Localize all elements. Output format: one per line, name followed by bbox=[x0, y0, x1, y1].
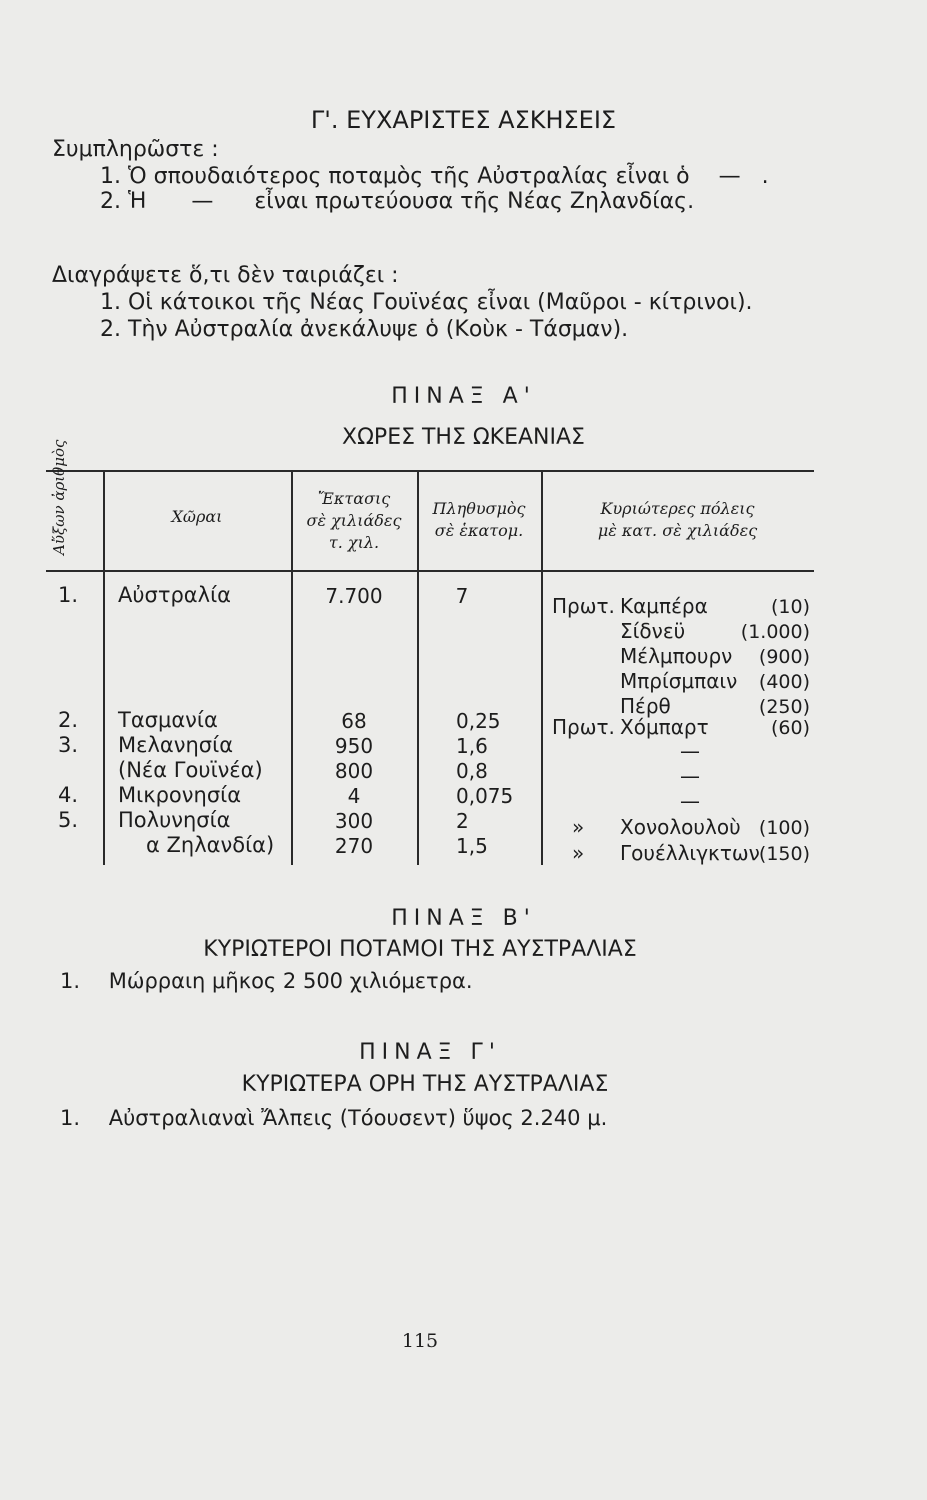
item-number: 2. bbox=[100, 317, 121, 342]
city-name: Γουέλλιγκτων bbox=[620, 841, 760, 865]
city-pop: (60) bbox=[770, 717, 810, 739]
row-area: 68 bbox=[341, 709, 367, 733]
city-pop: (1.000) bbox=[740, 621, 810, 643]
city-name: Καμπέρα bbox=[620, 594, 708, 618]
header-num: Αὔξων ἀριθμὸς bbox=[50, 439, 68, 555]
row-country: (Νέα Γουϊνέα) bbox=[118, 758, 263, 782]
row-num: 3. bbox=[58, 733, 79, 757]
city-pop: (400) bbox=[758, 671, 810, 693]
row-area: 950 bbox=[334, 734, 374, 758]
city-name: Χόμπαρτ bbox=[620, 715, 709, 739]
header-line: Ἔκτασις bbox=[317, 489, 391, 508]
item-number: 2. bbox=[100, 189, 121, 214]
row-country: Πολυνησία bbox=[118, 808, 231, 832]
item-number: 1. bbox=[60, 1106, 81, 1130]
header-cities bbox=[541, 498, 814, 542]
header-line: σὲ ἑκατομ. bbox=[434, 521, 524, 540]
city-name: Χονολουλοὺ bbox=[620, 815, 741, 839]
header-line: Κυριώτερες πόλεις bbox=[600, 499, 755, 518]
table-b-label: ΠΙΝΑΞ Β' bbox=[391, 906, 536, 931]
row-area: 800 bbox=[334, 759, 374, 783]
item-text: Ὁ σπουδαιότερος ποταμὸς τῆς Αὐστραλίας εἶναι ὁ bbox=[128, 164, 690, 189]
table-c-label: ΠΙΝΑΞ Γ' bbox=[359, 1040, 501, 1065]
table-header-rule bbox=[46, 570, 814, 572]
row-num: 1. bbox=[58, 583, 79, 607]
city-pop: (250) bbox=[758, 696, 810, 718]
row-population: 7 bbox=[455, 584, 469, 608]
table-a-label: ΠΙΝΑΞ Α' bbox=[391, 384, 536, 409]
row-country: α Ζηλανδία) bbox=[146, 833, 275, 857]
city-prefix: » bbox=[572, 815, 585, 839]
page-number: 115 bbox=[401, 1330, 439, 1352]
table-c-item bbox=[60, 1106, 607, 1130]
row-population: 0,075 bbox=[456, 784, 514, 808]
section-title: Γ'. ΕΥΧΑΡΙΣΤΕΣ ΑΣΚΗΣΕΙΣ bbox=[310, 106, 617, 134]
row-country: Αὐστραλία bbox=[118, 583, 232, 607]
row-num: 4. bbox=[58, 783, 79, 807]
city-pop: (150) bbox=[758, 843, 810, 865]
row-country: Τασμανία bbox=[118, 708, 218, 732]
header-line: τ. χιλ. bbox=[328, 533, 380, 552]
table-b-item bbox=[60, 969, 473, 993]
city-dash: — bbox=[680, 764, 700, 788]
row-population: 0,25 bbox=[456, 709, 501, 733]
fill-in-heading: Συμπληρῶστε : bbox=[52, 137, 219, 162]
item-number: 1. bbox=[60, 969, 81, 993]
delete-item-2 bbox=[100, 317, 628, 342]
item-end: . bbox=[761, 164, 769, 189]
item-text: Μώρραιη μῆκος 2 500 χιλιόμετρα. bbox=[108, 969, 473, 993]
header-country: Χῶραι bbox=[171, 507, 223, 526]
city-name: Σίδνεϋ bbox=[620, 619, 686, 643]
blank-dash: — bbox=[191, 189, 214, 214]
table-top-rule bbox=[46, 470, 814, 472]
row-country: Μικρονησία bbox=[118, 783, 242, 807]
table-c-title: ΚΥΡΙΩΤΕΡΑ ΟΡΗ ΤΗΣ ΑΥΣΤΡΑΛΙΑΣ bbox=[241, 1072, 609, 1097]
delete-item-1 bbox=[100, 290, 753, 315]
row-area: 300 bbox=[334, 809, 374, 833]
header-population bbox=[417, 498, 541, 542]
item-text: Οἱ κάτοικοι τῆς Νέας Γουϊνέας εἶναι (Μαῦροι - κίτρινοι). bbox=[128, 290, 753, 315]
city-prefix: Πρωτ. bbox=[552, 594, 615, 618]
header-area bbox=[291, 488, 417, 554]
city-pop: (100) bbox=[758, 817, 810, 839]
item-text: εἶναι πρωτεύουσα τῆς Νέας Ζηλανδίας. bbox=[254, 189, 695, 214]
city-prefix: Πρωτ. bbox=[552, 715, 615, 739]
blank-dash: — bbox=[718, 164, 741, 189]
city-pop: (900) bbox=[758, 646, 810, 668]
table-a-title: ΧΩΡΕΣ ΤΗΣ ΩΚΕΑΝΙΑΣ bbox=[342, 425, 585, 450]
row-population: 1,5 bbox=[456, 834, 488, 858]
row-area: 4 bbox=[347, 784, 361, 808]
row-num: 5. bbox=[58, 808, 79, 832]
row-country: Μελανησία bbox=[118, 733, 234, 757]
city-name: Μέλμπουρν bbox=[620, 644, 733, 668]
city-name: Μπρίσμπαιν bbox=[620, 669, 738, 693]
delete-heading: Διαγράψετε ὅ,τι δὲν ταιριάζει : bbox=[52, 263, 399, 288]
header-line: μὲ κατ. σὲ χιλιάδες bbox=[597, 521, 758, 540]
city-prefix: » bbox=[572, 841, 585, 865]
row-population: 0,8 bbox=[456, 759, 488, 783]
row-population: 1,6 bbox=[456, 734, 488, 758]
row-area: 270 bbox=[334, 834, 374, 858]
fill-in-item-1 bbox=[100, 164, 769, 189]
table-b-title: ΚΥΡΙΩΤΕΡΟΙ ΠΟΤΑΜΟΙ ΤΗΣ ΑΥΣΤΡΑΛΙΑΣ bbox=[203, 937, 637, 962]
city-pop: (10) bbox=[770, 596, 810, 618]
row-num: 2. bbox=[58, 708, 79, 732]
row-area: 7.700 bbox=[325, 584, 383, 608]
header-line: σὲ χιλιάδες bbox=[306, 511, 402, 530]
item-number: 1. bbox=[100, 164, 121, 189]
item-text: Ἡ bbox=[128, 189, 147, 214]
row-population: 2 bbox=[456, 809, 469, 833]
item-number: 1. bbox=[100, 290, 121, 315]
header-line: Πληθυσμὸς bbox=[432, 499, 526, 518]
city-dash: — bbox=[680, 789, 700, 813]
fill-in-item-2 bbox=[100, 189, 694, 214]
column-divider bbox=[103, 470, 105, 865]
item-text: Τὴν Αὐστραλία ἀνεκάλυψε ὁ (Κοὺκ - Τάσμαν). bbox=[128, 317, 629, 342]
city-name: Πέρθ bbox=[620, 694, 671, 718]
item-text: Αὐστραλιαναὶ Ἄλπεις (Τόουσεντ) ὕψος 2.240 μ. bbox=[108, 1106, 608, 1130]
city-dash: — bbox=[680, 739, 700, 763]
